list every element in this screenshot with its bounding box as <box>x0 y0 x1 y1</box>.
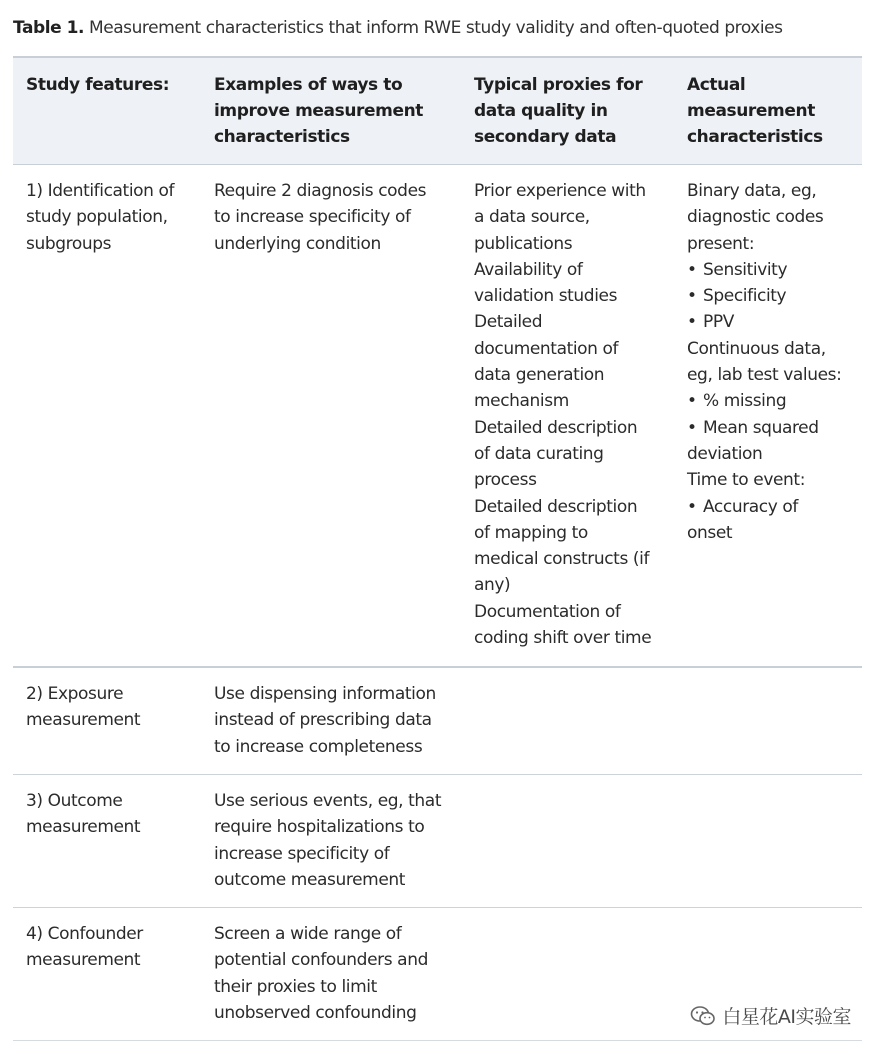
bullet-text: present: <box>687 233 755 254</box>
cell-line: potential confounders and <box>214 950 428 971</box>
cell-line: Typical proxies for <box>474 75 643 95</box>
bullet-text: Binary data, eg, <box>687 181 817 201</box>
bullet-item <box>687 309 859 335</box>
bullet-text: Time to event: <box>687 470 806 491</box>
cell-example <box>214 681 464 760</box>
bullet-icon: • <box>687 496 697 517</box>
bullet-text: PPV <box>703 312 734 333</box>
cell-line: Prior experience with <box>474 181 646 201</box>
bullet-item <box>687 415 859 441</box>
cell-line: any) <box>474 575 511 596</box>
bullet-icon: • <box>687 312 697 333</box>
bullet-icon: • <box>687 417 697 438</box>
table-row <box>13 165 862 668</box>
header-typical-proxies <box>474 72 674 150</box>
cell-line: documentation of <box>474 338 619 359</box>
cell-line: validation studies <box>474 286 618 307</box>
cell-study-feature <box>26 178 206 257</box>
cell-line: Availability of <box>474 259 583 280</box>
bullet-text: diagnostic codes <box>687 207 824 228</box>
header-study-features <box>26 72 206 98</box>
cell-line: Use serious events, eg, that <box>214 791 442 811</box>
cell-line: secondary data <box>474 127 617 147</box>
wechat-icon <box>690 1005 716 1027</box>
cell-line <box>687 520 859 546</box>
bullet-text: Sensitivity <box>703 259 788 280</box>
cell-study-feature <box>26 681 206 734</box>
cell-line: characteristics <box>214 127 350 147</box>
watermark-text: 白星花AI实验室 <box>722 1006 851 1028</box>
cell-line: Study features: <box>26 75 170 95</box>
cell-line: measurement <box>26 950 141 971</box>
cell-line <box>687 441 859 467</box>
bullet-item <box>687 283 859 309</box>
cell-line: of mapping to <box>474 522 588 543</box>
cell-line <box>687 178 859 204</box>
bullet-item <box>687 388 859 414</box>
cell-line: medical constructs (if <box>474 549 650 570</box>
cell-line: subgroups <box>26 233 112 254</box>
cell-line: 3) Outcome <box>26 791 123 811</box>
cell-line: increase specificity of <box>214 843 390 864</box>
cell-example <box>214 178 464 257</box>
cell-proxies <box>474 178 674 651</box>
cell-study-feature <box>26 921 206 974</box>
table-caption-text: Measurement characteristics that inform RWE study validity and often-quoted proxies <box>88 18 783 38</box>
cell-line: Screen a wide range of <box>214 924 402 944</box>
cell-line: Actual <box>687 75 746 95</box>
cell-line: instead of prescribing data <box>214 710 432 731</box>
table-row <box>13 775 862 908</box>
bullet-item <box>687 494 859 520</box>
bullet-text: deviation <box>687 443 763 464</box>
table-caption-label: Table 1. <box>13 18 85 38</box>
cell-line: Detailed description <box>474 417 638 438</box>
cell-line <box>687 204 859 230</box>
cell-line: Documentation of <box>474 601 621 622</box>
cell-line: to increase specificity of <box>214 207 411 228</box>
cell-line: to increase completeness <box>214 736 423 757</box>
cell-line: measurement <box>26 710 141 731</box>
cell-line: unobserved confounding <box>214 1002 417 1023</box>
cell-line: data generation <box>474 365 605 386</box>
watermark <box>690 1002 851 1029</box>
cell-line: process <box>474 470 537 491</box>
cell-line: mechanism <box>474 391 569 412</box>
cell-line: characteristics <box>687 127 823 147</box>
cell-line: Use dispensing information <box>214 684 436 704</box>
cell-line: Examples of ways to <box>214 75 403 95</box>
cell-line: their proxies to limit <box>214 976 377 997</box>
cell-example <box>214 788 464 893</box>
cell-study-feature <box>26 788 206 841</box>
bullet-text: onset <box>687 522 733 543</box>
cell-line <box>687 467 859 493</box>
cell-line: Require 2 diagnosis codes <box>214 181 427 201</box>
bullet-text: Accuracy of <box>703 496 799 517</box>
bullet-text: Continuous data, <box>687 338 826 359</box>
cell-line <box>687 336 859 362</box>
cell-line: require hospitalizations to <box>214 817 425 838</box>
cell-line <box>687 231 859 257</box>
cell-line: of data curating <box>474 443 604 464</box>
cell-line: improve measurement <box>214 101 424 121</box>
cell-actual <box>687 178 859 546</box>
header-actual-characteristics <box>687 72 859 150</box>
cell-line: measurement <box>26 817 141 838</box>
bullet-item <box>687 257 859 283</box>
measurement-table <box>13 56 862 1041</box>
cell-line: study population, <box>26 207 168 228</box>
cell-line: measurement <box>687 101 815 121</box>
bullet-icon: • <box>687 286 697 307</box>
cell-line: 1) Identification of <box>26 181 175 201</box>
cell-line: 2) Exposure <box>26 684 124 704</box>
cell-line: data quality in <box>474 101 608 121</box>
cell-line: Detailed description <box>474 496 638 517</box>
bullet-text: Specificity <box>703 286 787 307</box>
cell-line: 4) Confounder <box>26 924 143 944</box>
cell-line: outcome measurement <box>214 869 406 890</box>
cell-line <box>687 362 859 388</box>
header-examples <box>214 72 464 150</box>
cell-line: coding shift over time <box>474 628 652 649</box>
table-row <box>13 668 862 775</box>
bullet-text: Mean squared <box>703 417 819 438</box>
bullet-text: % missing <box>703 391 787 412</box>
cell-line: underlying condition <box>214 233 381 254</box>
cell-example <box>214 921 464 1026</box>
bullet-text: eg, lab test values: <box>687 365 842 386</box>
bullet-icon: • <box>687 259 697 280</box>
bullet-icon: • <box>687 391 697 412</box>
cell-line: a data source, <box>474 207 590 228</box>
table-caption <box>13 16 873 40</box>
cell-line: Detailed <box>474 312 543 333</box>
table-header-row <box>13 58 862 165</box>
cell-line: publications <box>474 233 573 254</box>
